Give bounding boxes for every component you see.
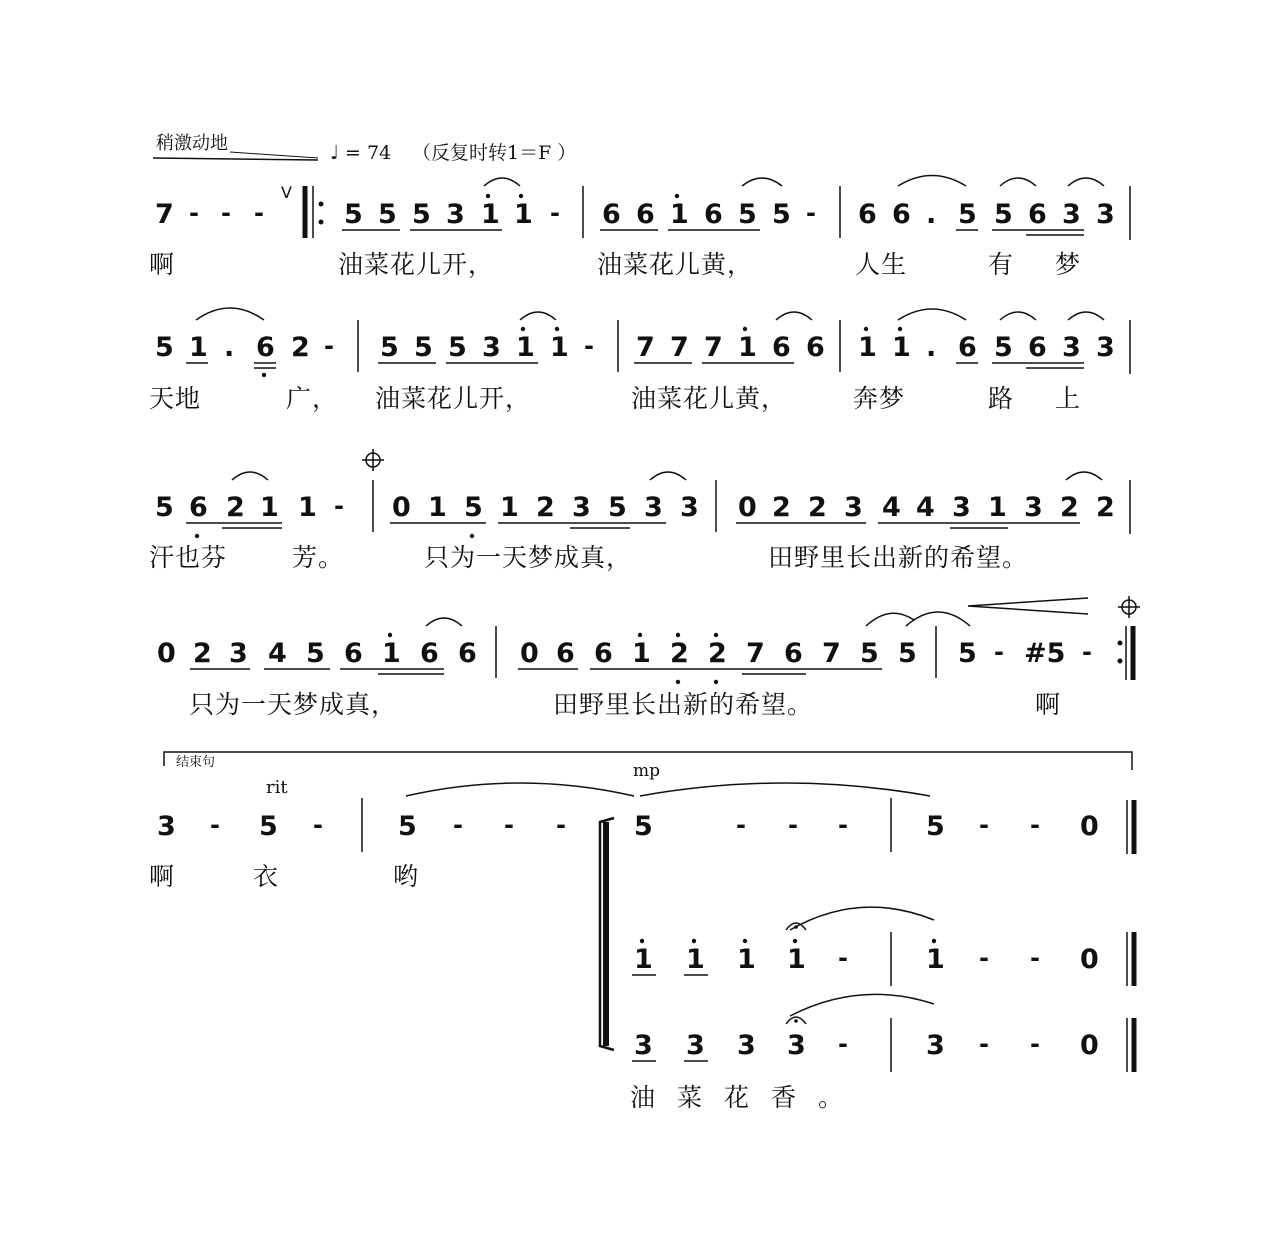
note: 5	[306, 638, 325, 669]
dash: -	[189, 199, 199, 227]
note: 2	[708, 638, 727, 669]
note: 3	[572, 492, 591, 523]
note: 6	[556, 638, 575, 669]
note: 5	[412, 199, 431, 230]
lyric: 哟	[393, 862, 420, 891]
dash: -	[1030, 944, 1040, 972]
note: 7	[822, 638, 841, 669]
note: 6	[189, 492, 208, 523]
dash: -	[736, 811, 746, 839]
note: 5	[414, 332, 433, 363]
note: 5	[926, 811, 945, 842]
coda-icon	[362, 449, 384, 471]
note: 0	[392, 492, 411, 523]
note: 0	[1080, 1030, 1099, 1061]
note: 0	[738, 492, 757, 523]
note: 6	[806, 332, 825, 363]
lyric: 油菜花儿黄，	[597, 250, 754, 279]
note: 5	[634, 811, 653, 842]
note: 2	[1096, 492, 1115, 523]
note: 0	[520, 638, 539, 669]
dot: .	[926, 332, 937, 363]
note: 2	[808, 492, 827, 523]
low-dot	[195, 534, 199, 538]
lyric: 有	[988, 250, 1015, 279]
high-dot	[388, 633, 392, 637]
slur	[232, 472, 268, 480]
note: 6	[636, 199, 655, 230]
lyric: 啊	[149, 250, 176, 279]
dash: -	[504, 811, 514, 839]
low-dot	[714, 680, 718, 684]
fermata-dot	[794, 1019, 798, 1023]
note: 1	[550, 332, 569, 363]
tie	[640, 783, 930, 796]
note: 1	[382, 638, 401, 669]
slur	[790, 994, 934, 1016]
note: 4	[916, 492, 935, 523]
high-dot	[864, 327, 868, 331]
high-dot	[898, 327, 902, 331]
dash: -	[324, 332, 334, 360]
note: 6	[420, 638, 439, 669]
note: 3	[787, 1030, 806, 1061]
score-row-2	[149, 308, 1130, 413]
slur	[898, 176, 966, 187]
slur	[898, 309, 966, 320]
note: 1	[481, 199, 500, 230]
note: 3	[482, 332, 501, 363]
note: 3	[1062, 332, 1081, 363]
note: 2	[536, 492, 555, 523]
note: 6	[772, 332, 791, 363]
note: 1	[787, 944, 806, 975]
note: 5	[860, 638, 879, 669]
high-dot	[932, 939, 936, 943]
score-row-4	[157, 596, 1140, 719]
note: 5	[259, 811, 278, 842]
slur	[1000, 312, 1036, 320]
slur	[866, 613, 914, 626]
note: 7	[746, 638, 765, 669]
note: 1	[632, 638, 651, 669]
note: 3	[926, 1030, 945, 1061]
breath-mark: V	[281, 183, 292, 202]
lyric: 衣	[253, 862, 280, 891]
slur	[776, 312, 812, 320]
note: 2	[193, 638, 212, 669]
note: 0	[157, 638, 176, 669]
tempo-marking: 稍激动地	[156, 133, 228, 154]
note: 5	[994, 332, 1013, 363]
high-dot	[640, 939, 644, 943]
dash: -	[979, 811, 989, 839]
dot: .	[926, 199, 937, 230]
note: 5	[344, 199, 363, 230]
lyric: 汗也芬	[149, 543, 228, 572]
note: 7	[155, 199, 174, 230]
note: 6	[1028, 199, 1047, 230]
dash: -	[806, 199, 816, 227]
dash: -	[979, 1030, 989, 1058]
lyric: 啊	[1035, 690, 1062, 719]
slur	[1000, 178, 1036, 186]
note: 5	[772, 199, 791, 230]
dot: .	[224, 332, 235, 363]
dash: -	[313, 811, 323, 839]
slur	[1066, 472, 1102, 480]
dash: -	[584, 332, 594, 360]
note: 5	[155, 332, 174, 363]
tempo-rule	[153, 158, 318, 160]
note: 3	[737, 1030, 756, 1061]
note: 5	[398, 811, 417, 842]
note: 6	[958, 332, 977, 363]
low-dot	[262, 373, 266, 377]
note: 1	[189, 332, 208, 363]
dash: -	[994, 638, 1004, 666]
lyric: 田野里长出新的希望。	[553, 690, 814, 719]
note: 3	[644, 492, 663, 523]
dash: -	[334, 492, 344, 520]
dash: -	[838, 811, 848, 839]
note: 3	[1096, 199, 1115, 230]
note: 6	[256, 332, 275, 363]
lyric: 只为一天梦成真，	[424, 543, 633, 572]
dash: -	[1030, 1030, 1040, 1058]
note: 3	[229, 638, 248, 669]
dash: -	[453, 811, 463, 839]
note: 2	[291, 332, 310, 363]
note: 3	[686, 1030, 705, 1061]
note: 5	[378, 199, 397, 230]
note: 3	[634, 1030, 653, 1061]
lyric: 油菜花儿黄，	[631, 384, 788, 413]
slur	[790, 907, 934, 930]
lyric: 只为一天梦成真，	[189, 690, 398, 719]
note: 3	[1062, 199, 1081, 230]
high-dot	[638, 633, 642, 637]
tempo-hairpin	[230, 152, 318, 158]
lyric: 人生	[855, 250, 908, 279]
dash: -	[221, 199, 231, 227]
note: 0	[1080, 944, 1099, 975]
dash: -	[550, 199, 560, 227]
note: 6	[784, 638, 803, 669]
score-row-1	[149, 176, 1130, 280]
note: 5	[958, 199, 977, 230]
note: 5	[380, 332, 399, 363]
dash: -	[788, 811, 798, 839]
lyric: 田野里长出新的希望。	[768, 543, 1029, 572]
note: 1	[670, 199, 689, 230]
dash: -	[254, 199, 264, 227]
slur	[1068, 312, 1104, 320]
note: 4	[882, 492, 901, 523]
note: 1	[858, 332, 877, 363]
high-dot	[743, 327, 747, 331]
note: 3	[1096, 332, 1115, 363]
note: 6	[892, 199, 911, 230]
note: 1	[500, 492, 519, 523]
note: 1	[428, 492, 447, 523]
note: 6	[704, 199, 723, 230]
note: 6	[602, 199, 621, 230]
note: 6	[1028, 332, 1047, 363]
tie	[406, 783, 634, 796]
dash: -	[1082, 638, 1092, 666]
high-dot	[714, 633, 718, 637]
note: 7	[636, 332, 655, 363]
crescendo-hairpin	[968, 598, 1088, 614]
note: 3	[446, 199, 465, 230]
high-dot	[676, 633, 680, 637]
note: 3	[680, 492, 699, 523]
low-dot	[676, 680, 680, 684]
note: 1	[514, 199, 533, 230]
high-dot	[675, 194, 679, 198]
high-dot	[486, 194, 490, 198]
score-row-3	[149, 449, 1130, 572]
dash: -	[838, 1030, 848, 1058]
note: 7	[704, 332, 723, 363]
note: 3	[157, 811, 176, 842]
lyric: 油菜花儿开，	[338, 250, 495, 279]
dash: -	[210, 811, 220, 839]
note: 5	[898, 638, 917, 669]
ending-section	[149, 752, 1134, 1112]
repeat-dot	[319, 220, 324, 225]
slur	[1068, 178, 1104, 186]
note: 1	[737, 944, 756, 975]
note: 1	[260, 492, 279, 523]
rit-marking: rit	[266, 777, 288, 798]
note: 4	[268, 638, 287, 669]
slur	[196, 308, 264, 320]
note: 2	[772, 492, 791, 523]
repeat-key-note: （反复时转1＝F ）	[412, 142, 577, 164]
note: 1	[516, 332, 535, 363]
note: 1	[298, 492, 317, 523]
high-dot	[555, 327, 559, 331]
lyric: 芳。	[292, 543, 345, 572]
dash: -	[1030, 811, 1040, 839]
metronome-marking: ♩ = 74	[330, 142, 392, 164]
note: 2	[226, 492, 245, 523]
ending-label: 结束句	[176, 755, 216, 770]
repeat-dot	[1118, 659, 1123, 664]
note: 1	[738, 332, 757, 363]
note: 7	[670, 332, 689, 363]
note: 1	[634, 944, 653, 975]
high-dot	[692, 939, 696, 943]
high-dot	[521, 327, 525, 331]
lyric: 上	[1055, 384, 1082, 413]
note: 5	[608, 492, 627, 523]
slur	[484, 178, 520, 186]
high-dot	[743, 939, 747, 943]
repeat-dot	[1118, 641, 1123, 646]
low-dot	[470, 534, 474, 538]
note: 5	[958, 638, 977, 669]
coda-icon	[1118, 596, 1140, 618]
note: 2	[670, 638, 689, 669]
note: 5	[994, 199, 1013, 230]
note: 6	[858, 199, 877, 230]
dash: -	[556, 811, 566, 839]
note: #5	[1024, 638, 1066, 669]
note: 3	[952, 492, 971, 523]
slur	[906, 612, 970, 626]
lyric: 路	[988, 384, 1015, 413]
note: 0	[1080, 811, 1099, 842]
lyric-line: 油菜花香。	[630, 1083, 866, 1112]
dash: -	[979, 944, 989, 972]
slur	[426, 618, 462, 626]
repeat-dot	[319, 202, 324, 207]
note: 1	[892, 332, 911, 363]
note: 3	[844, 492, 863, 523]
lyric: 天地	[149, 384, 202, 413]
lyric: 梦	[1055, 250, 1082, 279]
lyric: 奔梦	[853, 384, 906, 413]
note: 1	[926, 944, 945, 975]
note: 6	[458, 638, 477, 669]
slur	[742, 178, 782, 186]
lyric: 啊	[149, 862, 176, 891]
note: 2	[1060, 492, 1079, 523]
fermata-dot	[794, 925, 798, 929]
slur	[650, 472, 686, 480]
note: 5	[155, 492, 174, 523]
high-dot	[519, 194, 523, 198]
note: 5	[448, 332, 467, 363]
lyric: 广，	[286, 384, 339, 413]
high-dot	[793, 939, 797, 943]
note: 5	[738, 199, 757, 230]
note: 1	[988, 492, 1007, 523]
note: 6	[594, 638, 613, 669]
note: 6	[344, 638, 363, 669]
lyric: 油菜花儿开，	[375, 384, 532, 413]
dynamic-mp: mp	[633, 761, 661, 781]
note: 1	[686, 944, 705, 975]
note: 3	[1024, 492, 1043, 523]
note: 5	[464, 492, 483, 523]
slur	[520, 312, 556, 320]
dash: -	[838, 944, 848, 972]
